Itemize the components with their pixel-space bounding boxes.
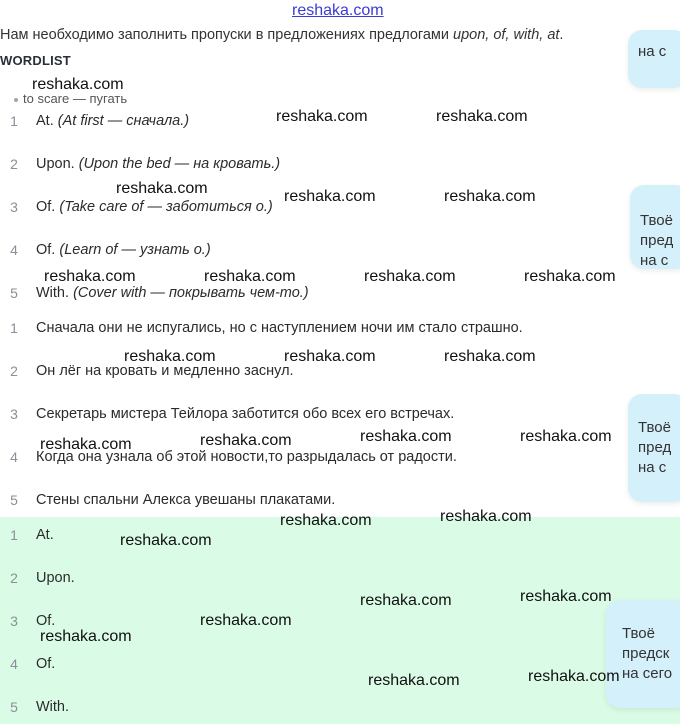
watermark: reshaka.com <box>280 512 372 529</box>
watermark: reshaka.com <box>44 268 136 285</box>
intro-suffix: . <box>559 27 564 43</box>
promo-bubble[interactable] <box>628 30 680 88</box>
row-number: 1 <box>10 320 18 336</box>
row-number: 1 <box>10 113 18 129</box>
translation-text: Секретарь мистера Тейлора заботится обо всех его встречах. <box>36 406 455 422</box>
translation-text: Стены спальни Алекса увешаны плакатами. <box>36 492 336 508</box>
translation-text: Сначала они не испугались, но с наступлением ночи им стало страшно. <box>36 320 523 336</box>
watermark: reshaka.com <box>276 108 368 125</box>
watermark: reshaka.com <box>284 188 376 205</box>
row-text <box>36 113 189 129</box>
answer-note: (Cover with — покрывать чем-то.) <box>73 285 309 301</box>
answer-text: Of. <box>36 613 56 629</box>
row-number: 3 <box>10 199 18 215</box>
row-number: 5 <box>10 285 18 301</box>
answer-word: Upon. <box>36 156 75 172</box>
row-number: 4 <box>10 656 18 672</box>
answer-word: At. <box>36 113 54 129</box>
row-number: 4 <box>10 449 18 465</box>
watermark: reshaka.com <box>200 612 292 629</box>
watermark: reshaka.com <box>436 108 528 125</box>
translation-text: Он лёг на кровать и медленно заснул. <box>36 363 294 379</box>
answer-row <box>4 699 304 719</box>
answer-row <box>4 570 304 590</box>
bubble-line: предск <box>622 645 670 662</box>
answer-text: With. <box>36 699 70 715</box>
watermark: reshaka.com <box>116 180 208 197</box>
row-number: 2 <box>10 156 18 172</box>
wordlist-item-text: to scare — пугать <box>23 91 128 106</box>
intro-prepositions: upon, of, with, at <box>453 27 560 43</box>
translation-row <box>4 406 624 426</box>
watermark: reshaka.com <box>364 268 456 285</box>
watermark: reshaka.com <box>444 188 536 205</box>
answer-word: With. <box>36 285 70 301</box>
bubble-line: пред <box>640 232 674 249</box>
answer-word: Of. <box>36 199 56 215</box>
translation-text: Когда она узнала об этой новости,то разрыдалась от радости. <box>36 449 457 465</box>
answer-note: (Take care of — заботиться о.) <box>59 199 273 215</box>
promo-bubble[interactable] <box>628 394 680 502</box>
watermark: reshaka.com <box>360 428 452 445</box>
row-text <box>36 285 309 301</box>
watermark: reshaka.com <box>444 348 536 365</box>
watermark: reshaka.com <box>520 428 612 445</box>
row-number: 4 <box>10 242 18 258</box>
row-number: 3 <box>10 406 18 422</box>
wordlist-title: WORDLIST <box>0 53 71 68</box>
answer-text: Upon. <box>36 570 75 586</box>
answer-row <box>4 656 304 676</box>
watermark: reshaka.com <box>440 508 532 525</box>
watermark: reshaka.com <box>40 436 132 453</box>
answer-text: Of. <box>36 656 56 672</box>
watermark: reshaka.com <box>520 588 612 605</box>
bubble-line: Твоё <box>640 212 673 229</box>
row-text <box>36 242 211 258</box>
site-header-link[interactable]: reshaka.com <box>292 2 384 19</box>
bubble-line: на с <box>638 43 667 60</box>
watermark: reshaka.com <box>40 628 132 645</box>
bubble-line: на с <box>640 252 669 269</box>
task-intro <box>0 27 563 43</box>
explanation-row <box>4 285 604 305</box>
row-number: 2 <box>10 363 18 379</box>
row-number: 2 <box>10 570 18 586</box>
bullet-dot <box>14 98 18 102</box>
promo-bubble[interactable] <box>606 600 680 708</box>
bubble-line: пред <box>638 439 672 456</box>
watermark: reshaka.com <box>124 348 216 365</box>
intro-text: Нам необходимо заполнить пропуски в предложениях предлогами <box>0 27 454 43</box>
watermark: reshaka.com <box>368 672 460 689</box>
watermark: reshaka.com <box>284 348 376 365</box>
answer-note: (Learn of — узнать о.) <box>59 242 211 258</box>
answer-note: (At first — сначала.) <box>57 113 190 129</box>
answer-note: (Upon the bed — на кровать.) <box>78 156 281 172</box>
watermark: reshaka.com <box>528 668 620 685</box>
row-number: 3 <box>10 613 18 629</box>
translation-row <box>4 320 624 340</box>
translation-row <box>4 363 624 383</box>
bubble-line: на с <box>638 459 667 476</box>
bubble-line: Твоё <box>622 625 655 642</box>
explanation-row <box>4 156 604 176</box>
row-text <box>36 156 280 172</box>
row-number: 5 <box>10 492 18 508</box>
bubble-line: на сего <box>622 665 673 682</box>
watermark: reshaka.com <box>360 592 452 609</box>
answer-word: Of. <box>36 242 56 258</box>
answer-text: At. <box>36 527 54 543</box>
watermark: reshaka.com <box>32 76 124 93</box>
watermark: reshaka.com <box>120 532 212 549</box>
watermark: reshaka.com <box>200 432 292 449</box>
watermark: reshaka.com <box>524 268 616 285</box>
row-text <box>36 199 273 215</box>
row-number: 5 <box>10 699 18 715</box>
watermark: reshaka.com <box>204 268 296 285</box>
bubble-line: Твоё <box>638 419 671 436</box>
row-number: 1 <box>10 527 18 543</box>
promo-bubble[interactable] <box>630 185 680 269</box>
explanation-row <box>4 242 604 262</box>
